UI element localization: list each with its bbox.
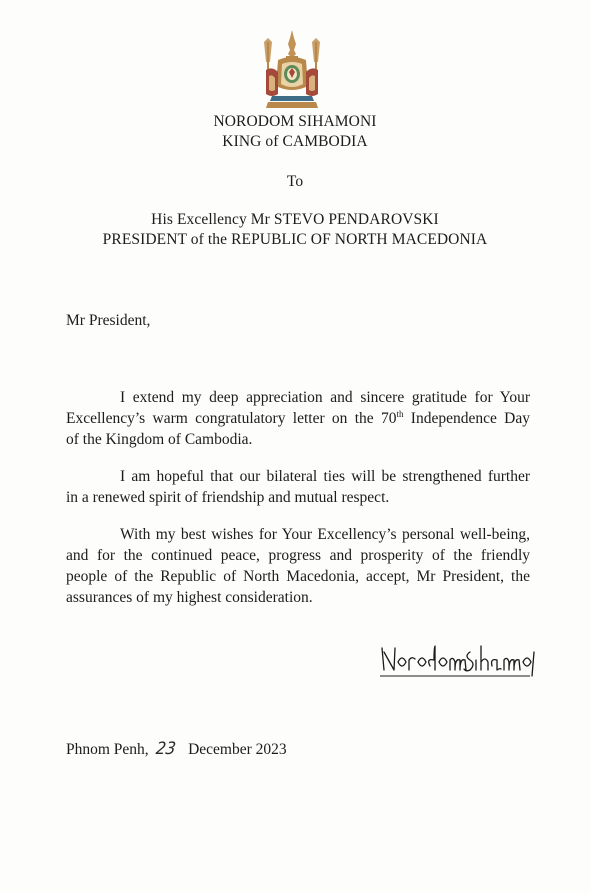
salutation: Mr President, [66, 312, 151, 329]
sender-name: NORODOM SIHAMONI [213, 113, 377, 130]
body-paragraph-1 [66, 387, 530, 450]
ordinal-suffix: th [396, 409, 404, 419]
paragraph-line: assurances of my highest consideration. [66, 589, 313, 606]
handwritten-day: 23 [154, 739, 177, 759]
paragraph-line: people of the Republic of North Macedonia, accept, Mr President, the [66, 568, 530, 585]
paragraph-line: With my best wishes for Your Excellency’s personal well-being, [120, 526, 530, 543]
handwritten-signature [378, 640, 540, 684]
sender-title: KING of CAMBODIA [222, 133, 368, 150]
paragraph-line: I extend my deep appreciation and sincere gratitude for Your [120, 389, 530, 406]
paragraph-line: in a renewed spirit of friendship and mutual respect. [66, 489, 390, 506]
paragraph-line: of the Kingdom of Cambodia. [66, 431, 253, 448]
royal-crest-icon [258, 28, 326, 112]
paragraph-text: Excellency’s warm congratulatory letter on the 70 [66, 410, 397, 427]
addressee-title: PRESIDENT of the REPUBLIC OF NORTH MACEDONIA [102, 231, 488, 248]
body-paragraph-2 [66, 466, 530, 508]
body-paragraph-3 [66, 524, 530, 608]
paragraph-line: I am hopeful that our bilateral ties will be strengthened further [120, 468, 530, 485]
place: Phnom Penh, [66, 741, 149, 758]
paragraph-line: and for the continued peace, progress and prosperity of the friendly [66, 547, 530, 564]
paragraph-text: Independence Day [403, 410, 530, 427]
to-label: To [286, 173, 304, 190]
month-year: December 2023 [188, 741, 287, 758]
paragraph-line [66, 408, 530, 429]
place-and-date [66, 739, 287, 759]
addressee-name: His Excellency Mr STEVO PENDAROVSKI [151, 211, 439, 228]
